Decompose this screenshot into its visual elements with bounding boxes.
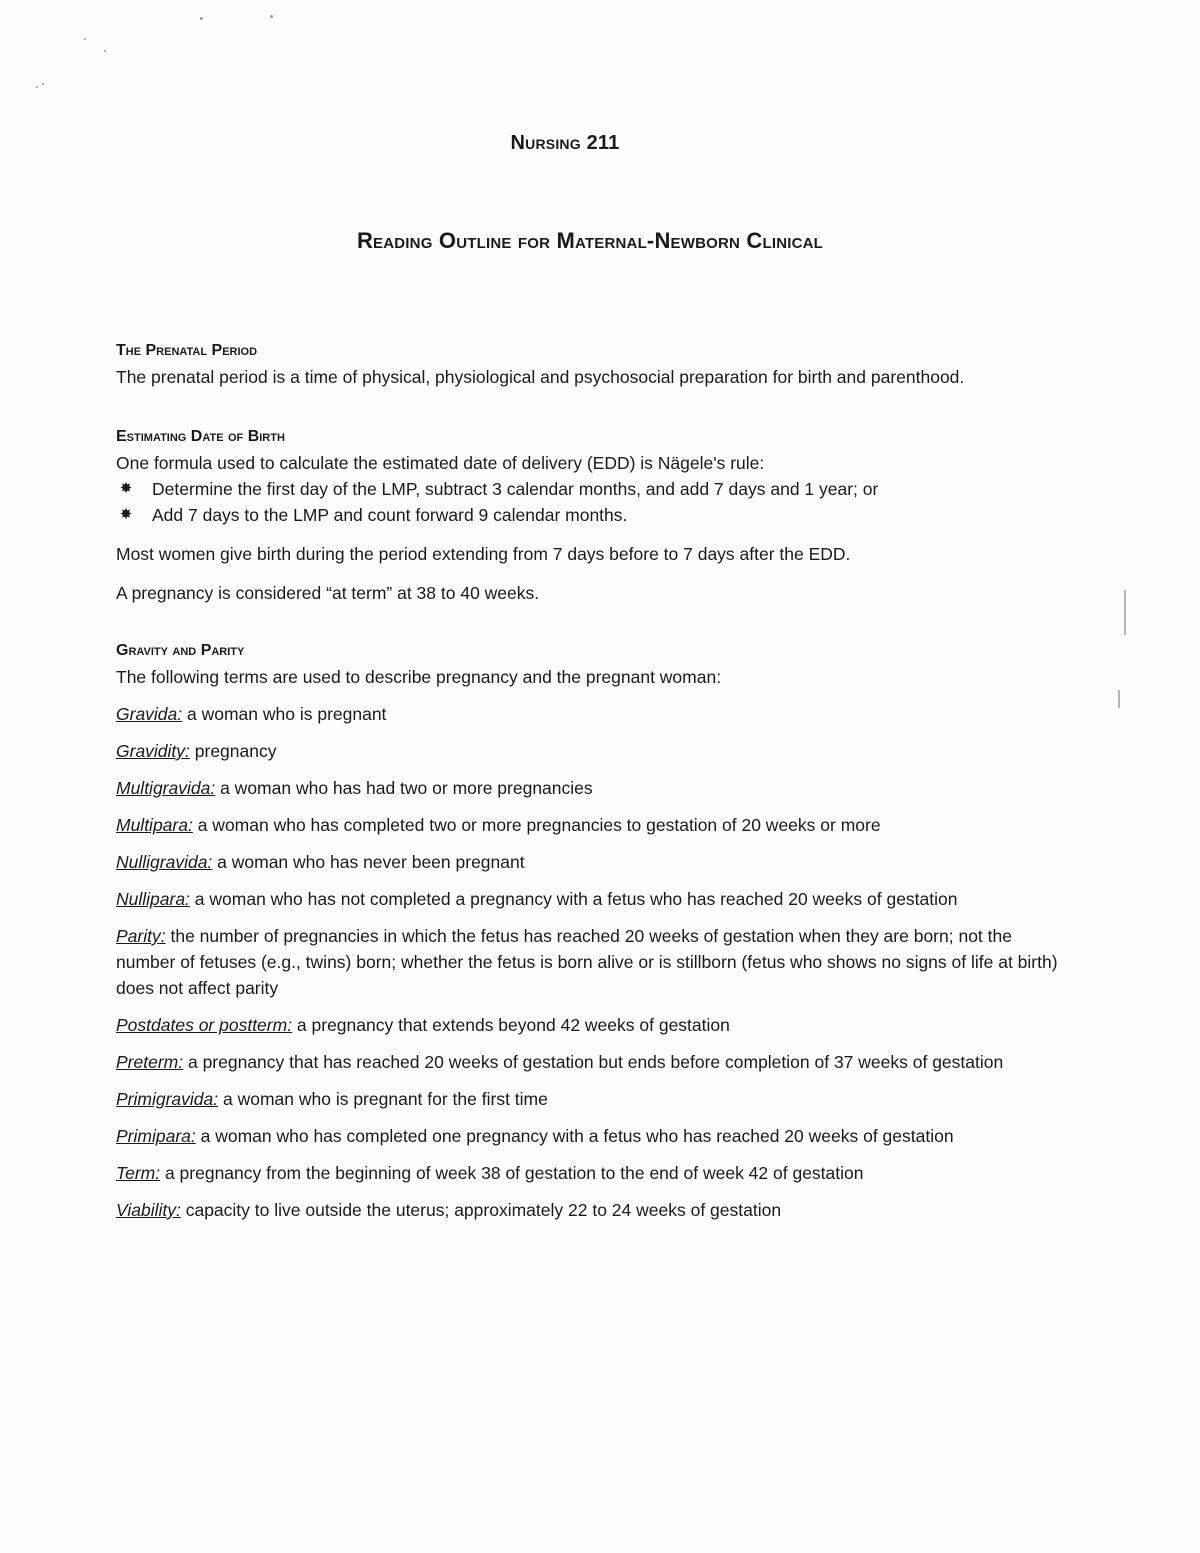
term-label: Gravidity: <box>116 741 190 761</box>
term-label: Parity: <box>116 926 166 946</box>
term-definition: the number of pregnancies in which the fetus has reached 20 weeks of gestation when they are born; not the number of fetuses (e.g., twins) born; whether the fetus is born alive or is stillborn (fetus who shows no signs of life at birth) does not affect parity <box>116 926 1058 998</box>
section-gravity-parity <box>116 638 1066 1223</box>
definition-row <box>116 1049 1066 1075</box>
term-label: Multipara: <box>116 815 193 835</box>
definition-row <box>116 738 1066 764</box>
section-heading: Estimating Date of Birth <box>116 428 285 445</box>
scan-speck <box>200 17 203 20</box>
term-definition: a woman who has completed two or more pregnancies to gestation of 20 weeks or more <box>192 815 881 835</box>
term-definition: a woman who has had two or more pregnancies <box>215 778 593 798</box>
scan-edge-mark <box>1118 690 1120 708</box>
term-definition: a pregnancy from the beginning of week 38 of gestation to the end of week 42 of gestation <box>160 1163 864 1183</box>
term-label: Postdates or postterm: <box>116 1015 293 1035</box>
section-text: The prenatal period is a time of physical, physiological and psychosocial preparation for birth and parenthood. <box>116 367 965 387</box>
definition-row <box>116 701 1066 727</box>
term-label: Primigravida: <box>116 1089 219 1109</box>
section-intro: One formula used to calculate the estimated date of delivery (EDD) is Nägele's rule: <box>116 453 765 473</box>
definition-row <box>116 775 1066 801</box>
term-definition: pregnancy <box>189 741 277 761</box>
definition-row <box>116 1012 1066 1038</box>
document-title: Reading Outline for Maternal-Newborn Clinical <box>356 228 824 253</box>
scan-speck <box>42 83 44 85</box>
term-definition: a pregnancy that extends beyond 42 weeks of gestation <box>292 1015 730 1035</box>
list-item-text: Add 7 days to the LMP and count forward 9 calendar months. <box>152 505 628 525</box>
scan-speck <box>104 50 106 52</box>
definition-row <box>116 886 1066 912</box>
term-definition: a woman who is pregnant <box>182 704 387 724</box>
scan-edge-mark <box>1124 590 1126 635</box>
course-title: Nursing 211 <box>510 132 620 154</box>
term-definition: a pregnancy that has reached 20 weeks of gestation but ends before completion of 37 weeks of gestation <box>183 1052 1004 1072</box>
term-label: Preterm: <box>116 1052 184 1072</box>
asterisk-bullet-icon: ✸ <box>119 506 133 523</box>
list-item <box>116 502 1066 528</box>
term-label: Term: <box>116 1163 161 1183</box>
definition-row <box>116 849 1066 875</box>
section-prenatal-period <box>116 338 1066 390</box>
term-label: Nullipara: <box>116 889 190 909</box>
section-paragraph: A pregnancy is considered “at term” at 38 to 40 weeks. <box>116 583 540 603</box>
term-label: Nulligravida: <box>116 852 213 872</box>
definition-row <box>116 1197 1066 1223</box>
term-definition: a woman who is pregnant for the first time <box>218 1089 548 1109</box>
term-definition: a woman who has completed one pregnancy with a fetus who has reached 20 weeks of gestation <box>195 1126 954 1146</box>
section-paragraph: Most women give birth during the period extending from 7 days before to 7 days after the EDD. <box>116 544 851 564</box>
asterisk-bullet-icon: ✸ <box>119 480 133 497</box>
section-estimating-date <box>116 424 1066 606</box>
term-label: Primipara: <box>116 1126 196 1146</box>
definition-row <box>116 812 1066 838</box>
bullet-list <box>116 476 1066 528</box>
term-label: Multigravida: <box>116 778 216 798</box>
scan-speck <box>270 15 273 18</box>
definition-row <box>116 923 1066 1001</box>
term-definition: a woman who has never been pregnant <box>212 852 525 872</box>
term-definition: a woman who has not completed a pregnancy with a fetus who has reached 20 weeks of gestation <box>189 889 958 909</box>
scan-speck <box>36 86 38 88</box>
term-label: Viability: <box>116 1200 181 1220</box>
section-heading: The Prenatal Period <box>116 342 258 359</box>
term-definition: capacity to live outside the uterus; approximately 22 to 24 weeks of gestation <box>180 1200 782 1220</box>
scan-speck <box>84 38 86 40</box>
definition-row <box>116 1086 1066 1112</box>
list-item-text: Determine the first day of the LMP, subtract 3 calendar months, and add 7 days and 1 year; or <box>152 479 879 499</box>
definition-row <box>116 1123 1066 1149</box>
definition-row <box>116 1160 1066 1186</box>
section-intro: The following terms are used to describe pregnancy and the pregnant woman: <box>116 667 722 687</box>
document-body <box>116 338 1066 1234</box>
term-label: Gravida: <box>116 704 183 724</box>
section-heading: Gravity and Parity <box>116 642 245 659</box>
list-item <box>116 476 1066 502</box>
